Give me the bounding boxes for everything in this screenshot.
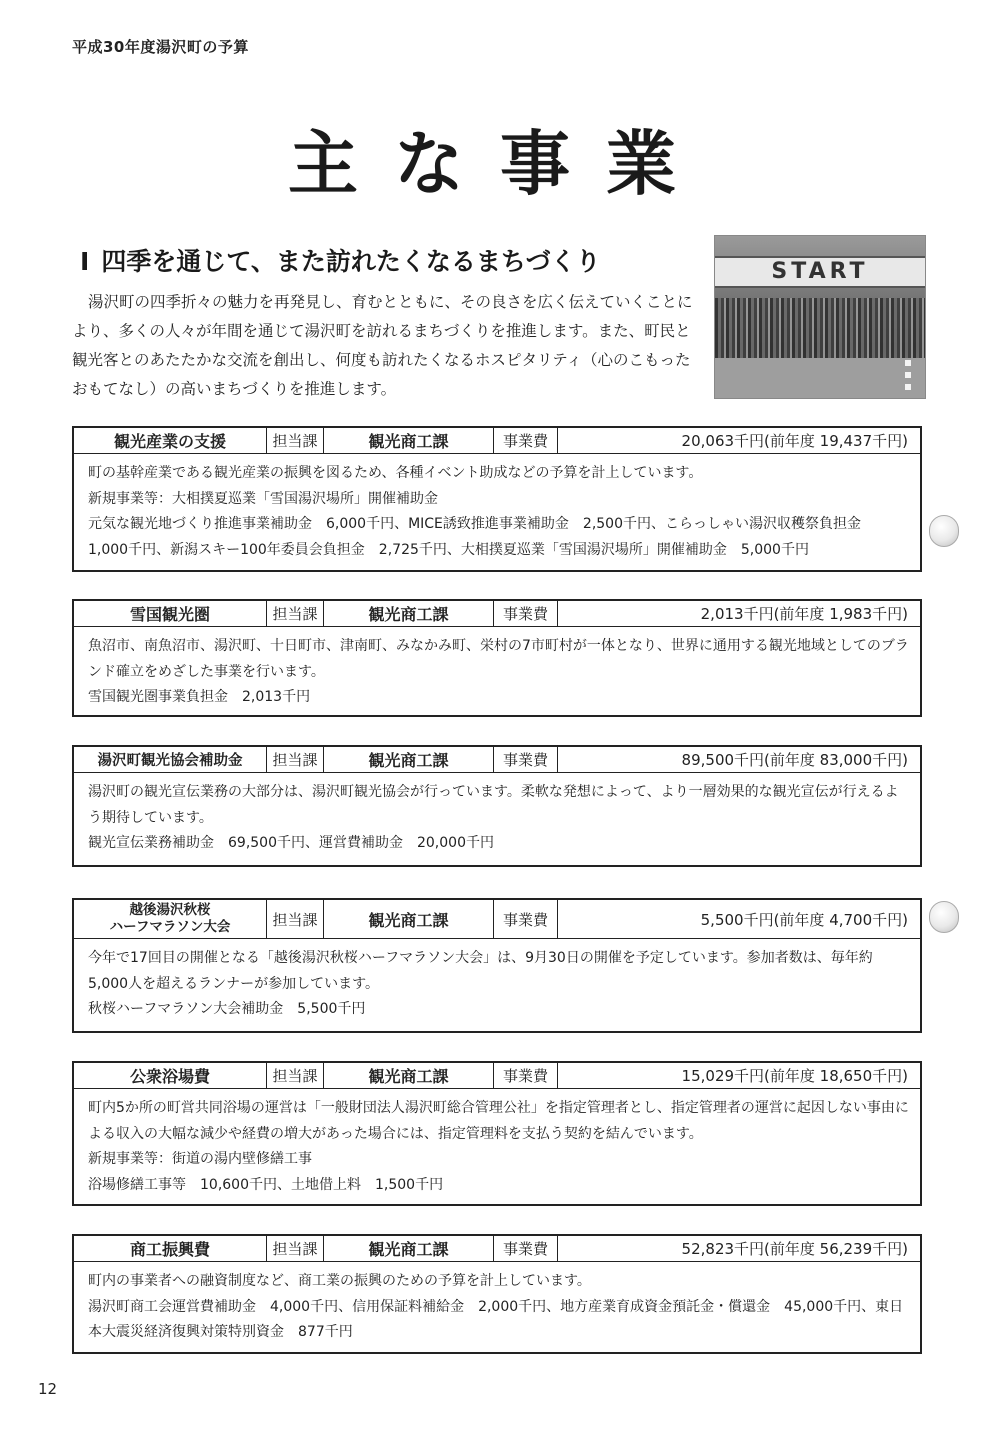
item-breakdown: 浴場修繕工事等 10,600千円、土地借上料 1,500千円 — [88, 1176, 444, 1193]
item-name: 商工振興費 — [74, 1236, 267, 1261]
item-header — [74, 601, 920, 627]
section-number: Ⅰ — [80, 247, 90, 276]
dept-label: 担当課 — [267, 747, 324, 772]
item-body — [74, 454, 920, 571]
binder-hole — [929, 515, 959, 547]
cost-label: 事業費 — [494, 1063, 558, 1088]
item-body — [74, 939, 920, 1031]
page-header: 平成30年度湯沢町の予算 — [72, 38, 249, 56]
item-amount: 20,063千円(前年度 19,437千円) — [681, 432, 908, 450]
item-name: 雪国観光圏 — [74, 601, 267, 626]
main-title: 主な事業 — [288, 123, 712, 205]
item-name-line2: ハーフマラソン大会 — [109, 919, 231, 935]
item-new-project: 新規事業等：街道の湯内壁修繕工事 — [88, 1151, 312, 1167]
item-breakdown: 雪国観光圏事業負担金 2,013千円 — [88, 689, 311, 705]
section-intro: 湯沢町の四季折々の魅力を再発見し、育むとともに、その良さを広く伝えていくことにより、多くの人々が年間を通じて湯沢町を訪れるまちづくりを推進します。また、町民と観光客とのあたたかな交流を創出し、何度も訪れたくなるホスピタリティ（心のこもったおもてなし）の高いまちづくりを推進します。 — [72, 293, 693, 398]
item-body — [74, 627, 920, 719]
dept-label: 担当課 — [267, 1063, 324, 1088]
marathon-start-photo — [714, 235, 926, 399]
item-amount: 5,500千円(前年度 4,700千円) — [700, 910, 908, 929]
item-body — [74, 1262, 920, 1354]
page-number: 12 — [38, 1380, 58, 1398]
budget-item-kankou-sangyou — [72, 426, 922, 572]
item-breakdown: 観光宣伝業務補助金 69,500千円、運営費補助金 20,000千円 — [88, 835, 494, 851]
item-breakdown: 秋桜ハーフマラソン大会補助金 5,500千円 — [88, 1001, 366, 1017]
item-amount: 15,029千円(前年度 18,650千円) — [681, 1067, 908, 1085]
lane-marking — [905, 360, 911, 396]
item-dept: 観光商工課 — [324, 601, 494, 626]
item-description: 町内の事業者への融資制度など、商工業の振興のための予算を計上しています。 — [88, 1273, 591, 1289]
item-body — [74, 773, 920, 865]
budget-item-koushuu-yokujou — [72, 1061, 922, 1206]
item-description: 町の基幹産業である観光産業の振興を図るため、各種イベント助成などの予算を計上しています。 — [88, 465, 703, 481]
item-breakdown: 元気な観光地づくり推進事業補助金 6,000千円、MICE誘致推進事業補助金 2,500千円、こらっしゃい湯沢収穫祭負担金 1,000千円、新潟スキー100年委員会負担金 2,725千円、大相撲夏巡業「雪国湯沢場所」開催補助金 5,000千円 — [88, 516, 875, 558]
item-new-project: 新規事業等：大相撲夏巡業「雪国湯沢場所」開催補助金 — [88, 490, 438, 507]
item-dept: 観光商工課 — [324, 428, 494, 453]
item-body — [74, 1089, 920, 1206]
start-banner: START — [715, 256, 925, 288]
runners-crowd — [715, 298, 925, 358]
item-header — [74, 1236, 920, 1262]
item-dept: 観光商工課 — [324, 1236, 494, 1261]
item-amount: 52,823千円(前年度 56,239千円) — [681, 1240, 908, 1258]
item-dept: 観光商工課 — [324, 747, 494, 772]
dept-label: 担当課 — [267, 601, 324, 626]
item-description: 町内5か所の町営共同浴場の運営は「一般財団法人湯沢町総合管理公社」を指定管理者とし、指定管理者の運営に起因しない事由による収入の大幅な減少や経費の増大があった場合には、指定管理料を支払う契約を結んでいます。 — [88, 1100, 909, 1142]
item-description: 湯沢町の観光宣伝業務の大部分は、湯沢町観光協会が行っています。柔軟な発想によって、より一層効果的な観光宣伝が行えるよう期待しています。 — [88, 784, 899, 826]
cost-label: 事業費 — [494, 1236, 558, 1261]
item-header — [74, 747, 920, 773]
item-description: 今年で17回目の開催となる「越後湯沢秋桜ハーフマラソン大会」は、9月30日の開催を予定しています。参加者数は、毎年約5,000人を超えるランナーが参加しています。 — [88, 950, 873, 992]
dept-label: 担当課 — [267, 428, 324, 453]
item-dept: 観光商工課 — [324, 1063, 494, 1088]
item-name-line1: 越後湯沢秋桜 — [129, 902, 211, 918]
item-header — [74, 1063, 920, 1089]
item-amount: 89,500千円(前年度 83,000千円) — [681, 751, 908, 769]
budget-item-half-marathon — [72, 898, 922, 1033]
item-amount: 2,013千円(前年度 1,983千円) — [700, 605, 908, 623]
item-name: 湯沢町観光協会補助金 — [74, 747, 267, 772]
item-name: 観光産業の支援 — [74, 428, 267, 453]
section-title — [80, 242, 601, 278]
cost-label: 事業費 — [494, 601, 558, 626]
item-header — [74, 900, 920, 939]
dept-label: 担当課 — [267, 900, 324, 938]
budget-item-shoukou-shinkou — [72, 1234, 922, 1354]
item-breakdown: 湯沢町商工会運営費補助金 4,000千円、信用保証料補給金 2,000千円、地方産業育成資金預託金・償還金 45,000千円、東日本大震災経済復興対策特別資金 877千円 — [88, 1298, 904, 1340]
item-name — [74, 900, 267, 938]
budget-item-kankou-kyoukai — [72, 745, 922, 867]
item-header — [74, 428, 920, 454]
cost-label: 事業費 — [494, 900, 558, 938]
cost-label: 事業費 — [494, 747, 558, 772]
cost-label: 事業費 — [494, 428, 558, 453]
dept-label: 担当課 — [267, 1236, 324, 1261]
road — [715, 358, 925, 398]
item-name: 公衆浴場費 — [74, 1063, 267, 1088]
section-title-text: 四季を通じて、また訪れたくなるまちづくり — [101, 247, 601, 276]
item-dept: 観光商工課 — [324, 900, 494, 938]
binder-hole — [929, 901, 959, 933]
budget-item-yukiguni-kankouken — [72, 599, 922, 717]
item-description: 魚沼市、南魚沼市、湯沢町、十日町市、津南町、みなかみ町、栄村の7市町村が一体となり、世界に通用する観光地域としてのブランド確立をめざした事業を行います。 — [88, 638, 909, 680]
